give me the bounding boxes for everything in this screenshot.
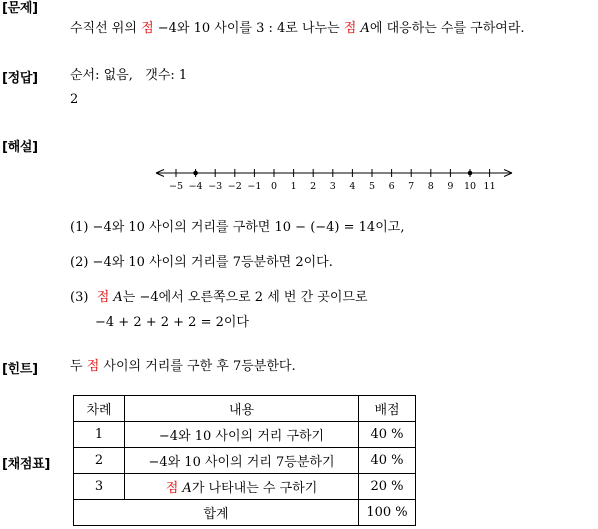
rubric-score: 20 % [359, 474, 416, 500]
answer-label: [정답] [2, 71, 38, 86]
point-word: 점 [141, 21, 154, 36]
solution-step-3: (3) 점 A는 −4에서 오른쪽으로 2 세 번 간 곳이므로 [70, 290, 368, 305]
tick-label: 0 [270, 181, 278, 192]
tick-label: −4 [188, 181, 203, 192]
rubric-header: 차례 [74, 396, 125, 422]
tick-label: −3 [208, 181, 223, 192]
tick-label: 6 [388, 181, 395, 192]
rubric-table [73, 395, 416, 526]
point-word: 점 [343, 21, 357, 36]
rubric-content: −4와 10 사이의 거리 구하기 [125, 422, 359, 448]
rubric-score: 40 % [359, 422, 416, 448]
tick-label: 9 [447, 181, 454, 192]
point-word: 점 [165, 481, 179, 496]
tick-label: −1 [247, 181, 262, 192]
problem-text: 수직선 위의 점 −4와 10 사이를 3 : 4로 나누는 점 A에 대응하는 수를 구하여라. [70, 21, 525, 36]
tick-label: 5 [368, 181, 376, 192]
rubric-header: 배점 [359, 396, 416, 422]
rubric-label: [채점표] [2, 457, 51, 472]
hint-text: 두 점 사이의 거리를 구한 후 7등분한다. [70, 359, 296, 374]
marked-point [193, 171, 198, 176]
solution-step-3-calc: −4 + 2 + 2 + 2 = 2이다 [95, 315, 249, 330]
answer-line-1: 순서: 없음, 갯수: 1 [70, 68, 188, 83]
rubric-row [74, 474, 416, 500]
hint-label: [힌트] [2, 362, 38, 377]
rubric-score: 40 % [359, 448, 416, 474]
tick-label: 3 [329, 181, 336, 192]
tick-label: −5 [168, 181, 184, 192]
solution-step-2: (2) −4와 10 사이의 거리를 7등분하면 2이다. [70, 255, 333, 270]
rubric-total-label: 합계 [74, 500, 359, 526]
tick-label: 4 [349, 181, 356, 192]
rubric-total-row [74, 500, 416, 526]
rubric-content: 점 A가 나타내는 수 구하기 [125, 474, 359, 500]
rubric-no: 3 [74, 474, 125, 500]
point-word: 점 [86, 359, 100, 374]
tick-label: 1 [290, 181, 297, 192]
tick-label: 8 [427, 181, 434, 192]
marked-point [468, 171, 473, 176]
tick-label: 10 [463, 181, 477, 192]
problem-label: [문제] [2, 1, 38, 16]
tick-label: 7 [408, 181, 415, 192]
rubric-header: 내용 [125, 396, 359, 422]
rubric-header-row [74, 396, 416, 422]
rubric-row [74, 422, 416, 448]
rubric-row [74, 448, 416, 474]
point-word: 점 [96, 290, 110, 305]
rubric-no: 2 [74, 448, 125, 474]
solution-step-1: (1) −4와 10 사이의 거리를 구하면 10 − (−4) = 14이고, [70, 220, 405, 235]
answer-line-2: 2 [70, 92, 79, 107]
rubric-content: −4와 10 사이의 거리 7등분하기 [125, 448, 359, 474]
solution-label: [해설] [2, 140, 38, 155]
tick-label: −2 [227, 181, 242, 192]
tick-label: 2 [310, 181, 317, 192]
rubric-no: 1 [74, 422, 125, 448]
tick-label: 11 [483, 181, 496, 192]
number-line [150, 160, 520, 195]
rubric-total-score: 100 % [359, 500, 416, 526]
